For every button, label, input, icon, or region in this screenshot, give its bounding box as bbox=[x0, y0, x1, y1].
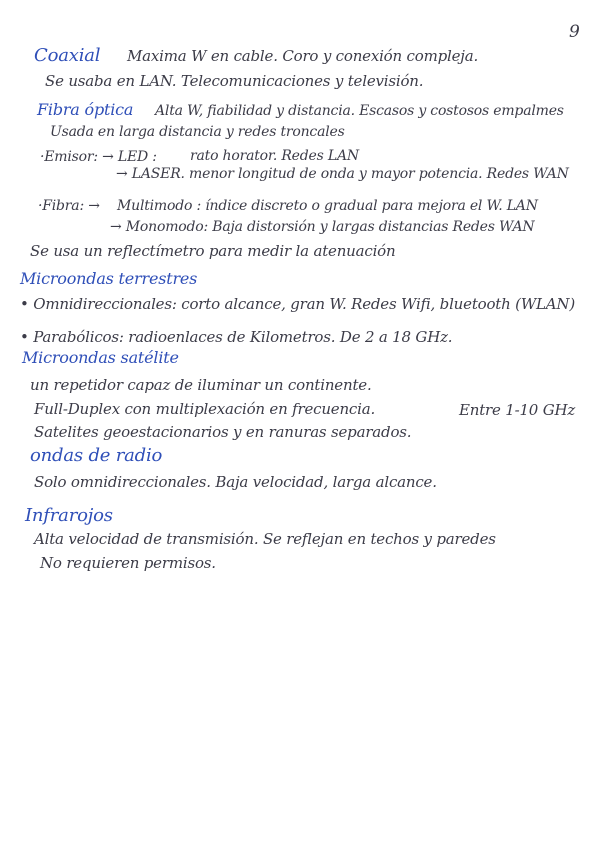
fibra-monomodo: → Monomodo: Baja distorsión y largas distancias Redes WAN bbox=[110, 219, 535, 235]
radio-line-1: Solo omnidireccionales. Baja velocidad, larga alcance. bbox=[34, 473, 437, 491]
fibra-label: ·Fibra: → bbox=[38, 198, 100, 214]
heading-microondas-satelite: Microondas satélite bbox=[22, 348, 179, 367]
infrarojos-line-2: No requieren permisos. bbox=[40, 554, 216, 572]
fibra-line-1: Alta W, fiabilidad y distancia. Escasos y costosos empalmes bbox=[155, 103, 564, 119]
coaxial-line-2: Se usaba en LAN. Telecomunicaciones y televisión. bbox=[45, 72, 424, 90]
satelite-line-3: Satelites geoestacionarios y en ranuras separados. bbox=[34, 423, 412, 441]
page-number: 9 bbox=[569, 22, 580, 42]
heading-infrarojos: Infrarojos bbox=[25, 505, 113, 526]
coaxial-line-1: Maxima W en cable. Coro y conexión compleja. bbox=[127, 47, 479, 65]
emisor-label: ·Emisor: → LED : bbox=[40, 149, 157, 165]
terrestres-item-2: • Parabólicos: radioenlaces de Kilometros. De 2 a 18 GHz. bbox=[20, 328, 453, 346]
heading-fibra-optica: Fibra óptica bbox=[37, 100, 134, 119]
terrestres-item-1: • Omnidireccionales: corto alcance, gran W. Redes Wifi, bluetooth (WLAN) bbox=[20, 295, 576, 313]
emisor-laser: → LASER. menor longitud de onda y mayor potencia. Redes WAN bbox=[116, 166, 569, 182]
satelite-line-2: Full-Duplex con multiplexación en frecuencia. bbox=[34, 400, 376, 418]
satelite-line-1: un repetidor capaz de iluminar un continente. bbox=[30, 376, 372, 394]
heading-coaxial: Coaxial bbox=[34, 45, 101, 66]
fibra-multimodo: Multimodo : índice discreto o gradual para mejora el W. LAN bbox=[117, 198, 538, 214]
reflectometro-line: Se usa un reflectímetro para medir la atenuación bbox=[30, 242, 396, 260]
satelite-frequency: Entre 1-10 GHz bbox=[459, 401, 576, 419]
infrarojos-line-1: Alta velocidad de transmisión. Se reflejan en techos y paredes bbox=[34, 530, 496, 548]
emisor-led: rato horator. Redes LAN bbox=[190, 148, 359, 164]
fibra-line-2: Usada en larga distancia y redes troncales bbox=[50, 124, 345, 140]
heading-microondas-terrestres: Microondas terrestres bbox=[20, 269, 198, 288]
heading-ondas-radio: ondas de radio bbox=[30, 445, 163, 466]
